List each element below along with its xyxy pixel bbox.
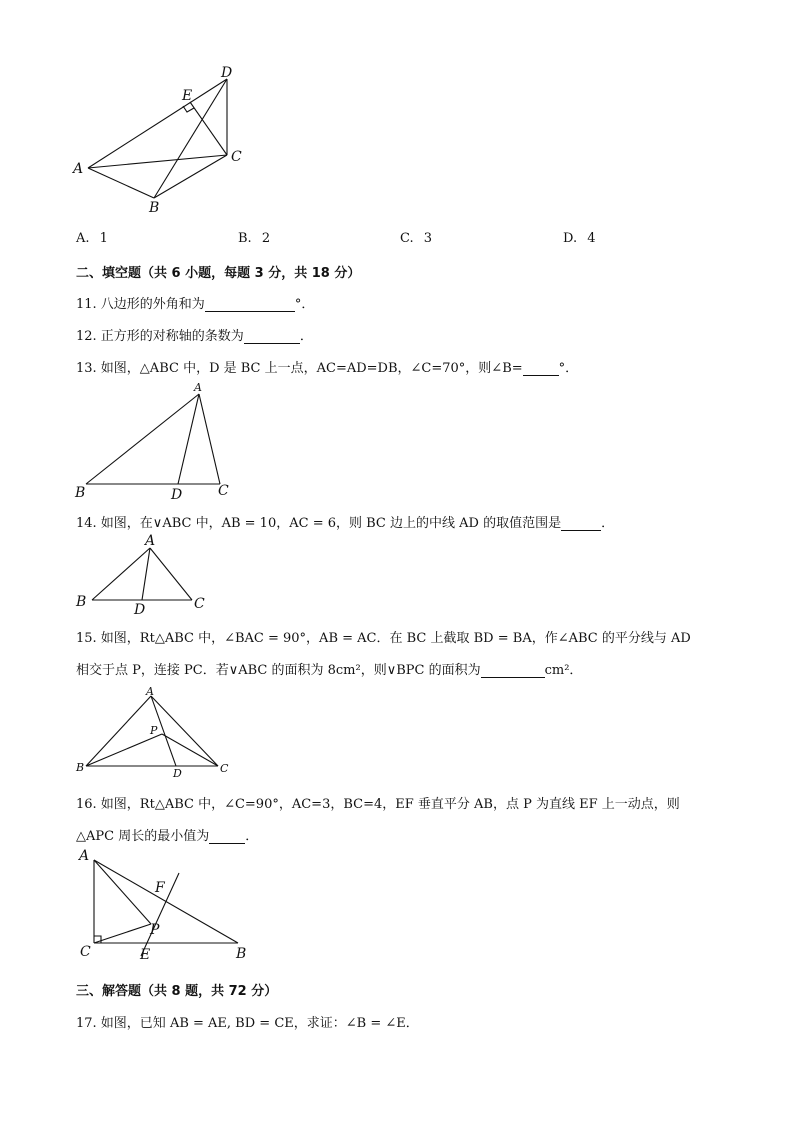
q16-line-1: 16. 如图，Rt△ABC 中，∠C=90°，AC=3，BC=4，EF 垂直平分 AB，点 P 为直线 EF 上一动点，则 — [76, 797, 680, 812]
q14-suffix: ． — [601, 516, 615, 531]
q14 — [76, 512, 614, 531]
q15-text: 相交于点 P，连接 PC．若∨ABC 的面积为 8cm²，则∨BPC 的面积为 — [76, 663, 481, 678]
q15-line-2 — [76, 659, 582, 678]
q10-label-A: A — [73, 161, 84, 177]
q16-label-F: F — [155, 880, 165, 896]
q15-label-P: P — [150, 724, 158, 737]
q10-right-angle-mark — [183, 106, 194, 112]
q10-option-a[interactable] — [76, 231, 108, 246]
q14-label-D: D — [134, 602, 146, 618]
q10-option-c-value: 3 — [423, 231, 433, 246]
q15-label-B: B — [76, 761, 85, 774]
q11 — [76, 293, 314, 312]
q13-segment-AB — [86, 394, 199, 484]
q14-figure — [70, 534, 220, 618]
section-3-heading: 三、解答题（共 8 题，共 72 分） — [76, 984, 278, 999]
q10-label-E: E — [182, 88, 193, 104]
q14-answer-blank[interactable] — [561, 516, 601, 531]
q10-option-c-letter: C. — [400, 231, 414, 246]
q14-label-C: C — [194, 596, 205, 612]
q13-label-C: C — [218, 483, 229, 499]
q10-label-D: D — [221, 65, 233, 81]
q10-option-b-value: 2 — [261, 231, 271, 246]
q13-segment-AD — [178, 394, 199, 484]
q15-figure — [70, 684, 240, 780]
q10-option-b-letter: B. — [238, 231, 252, 246]
q10-label-C: C — [231, 149, 242, 165]
q15-segment-BP — [86, 734, 162, 766]
q10-segment-AB — [88, 168, 154, 198]
q10-segment-BC — [154, 155, 227, 198]
q16-label-A: A — [79, 848, 90, 864]
q14-segment-AC — [150, 548, 192, 600]
q13-label-B: B — [75, 485, 86, 501]
q16-figure-svg — [70, 846, 260, 964]
q10-figure — [70, 60, 260, 220]
q11-suffix: °． — [294, 297, 315, 312]
q16-line-2 — [76, 825, 258, 844]
q15-line-1: 15. 如图，Rt△ABC 中，∠BAC = 90°，AB = AC．在 BC 上截取 BD = BA，作∠ABC 的平分线与 AD — [76, 631, 691, 646]
q10-option-a-value: 1 — [99, 231, 108, 246]
q10-option-d[interactable] — [563, 231, 596, 246]
q13-segment-AC — [199, 394, 220, 484]
q13-suffix: °． — [558, 361, 579, 376]
q10-option-b[interactable] — [238, 231, 270, 246]
q13-figure-svg — [70, 378, 240, 503]
q10-label-B: B — [149, 200, 160, 216]
q16-label-E: E — [140, 947, 151, 963]
q16-answer-blank[interactable] — [209, 829, 245, 844]
q10-segment-AC — [88, 155, 227, 168]
q15-figure-svg — [70, 684, 240, 780]
q11-text: 11. 八边形的外角和为 — [76, 297, 205, 312]
q16-label-B: B — [236, 946, 247, 962]
q13-figure — [70, 378, 240, 503]
q14-segment-AB — [92, 548, 150, 600]
q10-option-d-letter: D. — [563, 231, 578, 246]
q12-suffix: ． — [299, 329, 313, 344]
q16-text: △APC 周长的最小值为 — [76, 829, 210, 844]
q10-option-a-letter: A. — [76, 231, 90, 246]
q13-label-D: D — [171, 487, 183, 503]
q13-answer-blank[interactable] — [523, 361, 559, 376]
q16-label-P: P — [150, 922, 160, 938]
q14-figure-svg — [70, 534, 220, 618]
q14-label-B: B — [76, 594, 87, 610]
section-2-heading: 二、填空题（共 6 小题，每题 3 分，共 18 分） — [76, 266, 361, 281]
q12-answer-blank[interactable] — [244, 329, 300, 344]
q14-label-A: A — [145, 533, 156, 549]
q15-segment-AB — [86, 696, 151, 766]
q16-label-C: C — [80, 944, 91, 960]
q16-figure — [70, 846, 260, 964]
q13-text: 13. 如图，△ABC 中，D 是 BC 上一点，AC=AD=DB，∠C=70°，则∠B= — [76, 361, 523, 376]
q14-text: 14. 如图，在∨ABC 中，AB = 10，AC = 6，则 BC 边上的中线 AD 的取值范围是 — [76, 516, 562, 531]
q17: 17. 如图，已知 AB = AE, BD = CE，求证：∠B = ∠E． — [76, 1016, 419, 1031]
q13-label-A: A — [194, 381, 202, 394]
q14-segment-AD — [142, 548, 150, 600]
q15-label-A: A — [146, 685, 154, 698]
q15-suffix: cm²． — [544, 663, 583, 678]
q11-answer-blank[interactable] — [205, 297, 295, 312]
q15-label-C: C — [220, 762, 229, 775]
q16-segment-AP — [94, 860, 151, 924]
q15-label-D: D — [173, 767, 182, 780]
q10-figure-svg — [70, 60, 260, 220]
q15-segment-AC — [151, 696, 218, 766]
q12 — [76, 325, 313, 344]
q10-option-d-value: 4 — [587, 231, 596, 246]
q16-segment-CP — [94, 924, 151, 943]
q10-segment-AD — [88, 79, 227, 168]
q13 — [76, 357, 578, 376]
q12-text: 12. 正方形的对称轴的条数为 — [76, 329, 244, 344]
q10-option-c[interactable] — [400, 231, 432, 246]
q15-answer-blank[interactable] — [481, 663, 545, 678]
q16-suffix: ． — [245, 829, 259, 844]
